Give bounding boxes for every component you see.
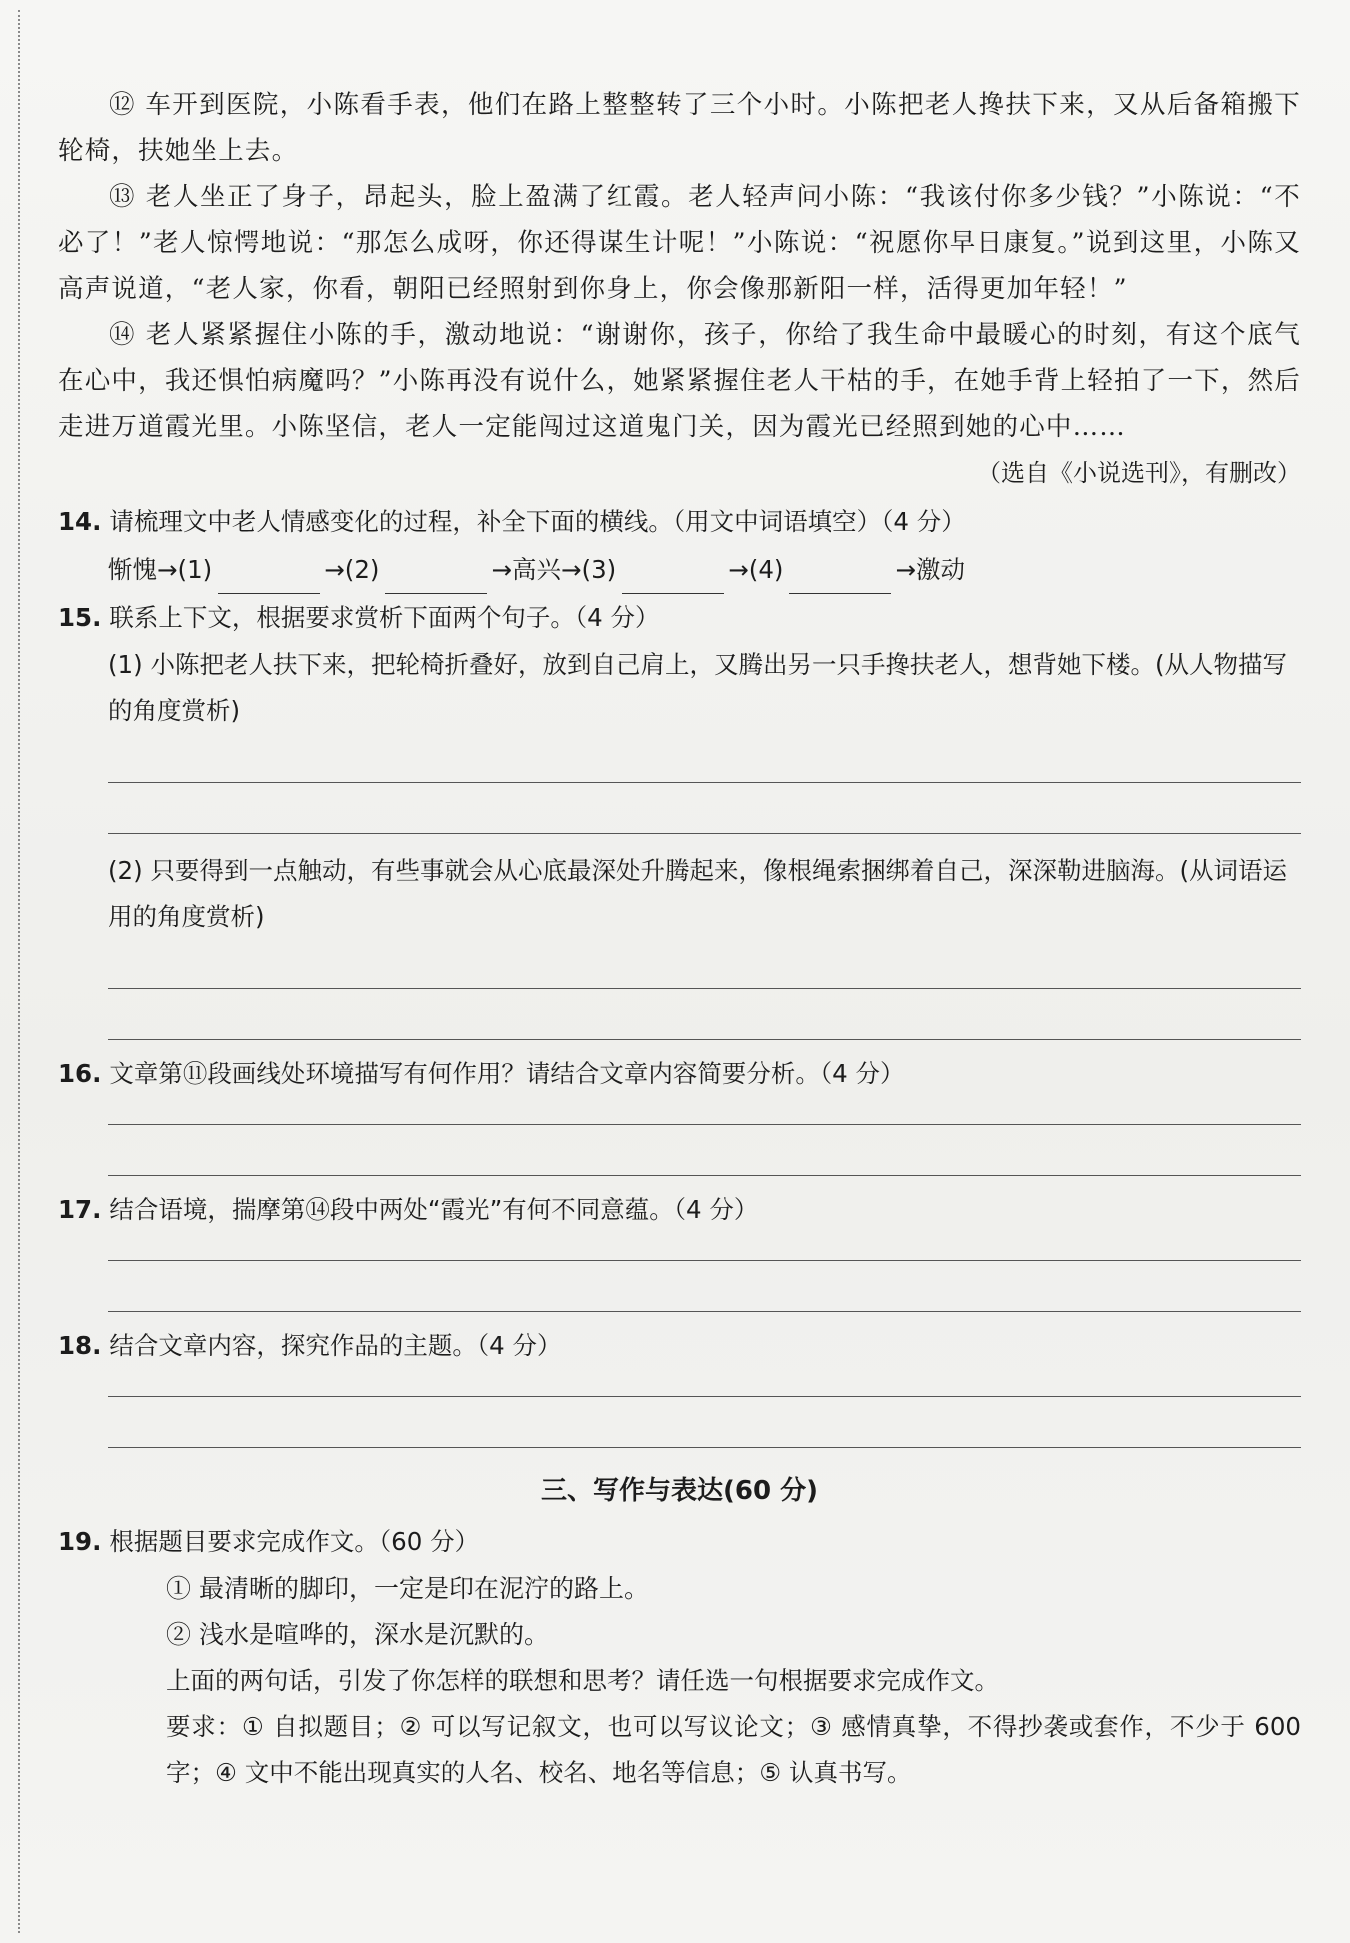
question-number: 14. [58,507,102,536]
essay-quote-1: ① 最清晰的脚印，一定是印在泥泞的路上。 [166,1574,649,1603]
question-17 [58,1186,1301,1234]
binding-margin-line [18,10,20,1933]
passage-source: （选自《小说选刊》，有删改） [977,459,1301,487]
essay-prompt: 上面的两句话，引发了你怎样的联想和思考？请任选一句根据要求完成作文。 [166,1666,999,1695]
answer-line[interactable] [108,734,1301,783]
section-title: 三、写作与表达(60 分) [541,1476,818,1506]
question-number: 15. [58,603,102,632]
question-number: 19. [58,1527,102,1556]
question-number: 17. [58,1195,102,1224]
question-15 [58,594,1301,642]
essay-requirements-text: 要求：① 自拟题目；② 可以写记叙文，也可以写议论文；③ 感情真挚，不得抄袭或套作，不少于 600 字；④ 文中不能出现真实的人名、校名、地名等信息；⑤ 认真书写。 [166,1712,1301,1787]
chain-start: 惭愧→(1) [108,555,213,584]
question-text: 请梳理文中老人情感变化的过程，补全下面的横线。（用文中词语填空）（4 分） [109,507,966,536]
essay-requirements [58,1704,1301,1796]
blank-1[interactable] [218,567,320,594]
passage-paragraph-14: ⑭ 老人紧紧握住小陈的手，激动地说：“谢谢你，孩子，你给了我生命中最暖心的时刻，有这个底气在心中，我还惧怕病魔吗？”小陈再没有说什么，她紧紧握住老人干枯的手，在她手背上轻拍了一下，然后走进万道霞光里。小陈坚信，老人一定能闯过这道鬼门关，因为霞光已经照到她的心中…… [58,320,1301,442]
answer-line[interactable] [108,1261,1301,1312]
answer-line[interactable] [108,1397,1301,1448]
question-16 [58,1050,1301,1098]
answer-line[interactable] [108,940,1301,989]
emotion-chain [58,546,1301,594]
answer-line[interactable] [108,1234,1301,1261]
blank-4[interactable] [789,567,891,594]
question-text: 联系上下文，根据要求赏析下面两个句子。（4 分） [109,603,660,632]
essay-quote-2: ② 浅水是喧哗的，深水是沉默的。 [166,1620,549,1649]
question-15-sentence-1: (1) 小陈把老人扶下来，把轮椅折叠好，放到自己肩上，又腾出另一只手搀扶老人，想背她下楼。(从人物描写的角度赏析) [108,650,1288,725]
answer-line[interactable] [108,989,1301,1040]
question-number: 16. [58,1059,102,1088]
answer-line[interactable] [108,783,1301,834]
question-14 [58,498,1301,546]
answer-line[interactable] [108,1098,1301,1125]
chain-arrow-2: →(2) [324,555,380,584]
question-text: 文章第⑪段画线处环境描写有何作用？请结合文章内容简要分析。（4 分） [109,1059,905,1088]
chain-arrow-4: →(4) [728,555,784,584]
passage-paragraph-13: ⑬ 老人坐正了身子，昂起头，脸上盈满了红霞。老人轻声问小陈：“我该付你多少钱？”小陈说：“不必了！”老人惊愕地说：“那怎么成呀，你还得谋生计呢！”小陈说：“祝愿你早日康复。”说到这里，小陈又高声说道，“老人家，你看，朝阳已经照射到你身上，你会像那新阳一样，活得更加年轻！” [58,182,1301,304]
blank-3[interactable] [622,567,724,594]
passage-paragraph-12: ⑫ 车开到医院，小陈看手表，他们在路上整整转了三个小时。小陈把老人搀扶下来，又从后备箱搬下轮椅，扶她坐上去。 [58,90,1301,166]
chain-mid: →高兴→(3) [491,555,617,584]
question-text: 结合文章内容，探究作品的主题。（4 分） [109,1331,562,1360]
question-15-sentence-2: (2) 只要得到一点触动，有些事就会从心底最深处升腾起来，像根绳索捆绑着自己，深深勒进脑海。(从词语运用的角度赏析) [108,856,1288,931]
question-18 [58,1322,1301,1370]
chain-end: →激动 [895,555,965,584]
question-19 [58,1518,1301,1566]
question-text: 根据题目要求完成作文。（60 分） [109,1527,480,1556]
question-number: 18. [58,1331,102,1360]
page-content [58,82,1301,1796]
question-text: 结合语境，揣摩第⑭段中两处“霞光”有何不同意蕴。（4 分） [109,1195,759,1224]
answer-line[interactable] [108,1370,1301,1397]
answer-line[interactable] [108,1125,1301,1176]
blank-2[interactable] [385,567,487,594]
